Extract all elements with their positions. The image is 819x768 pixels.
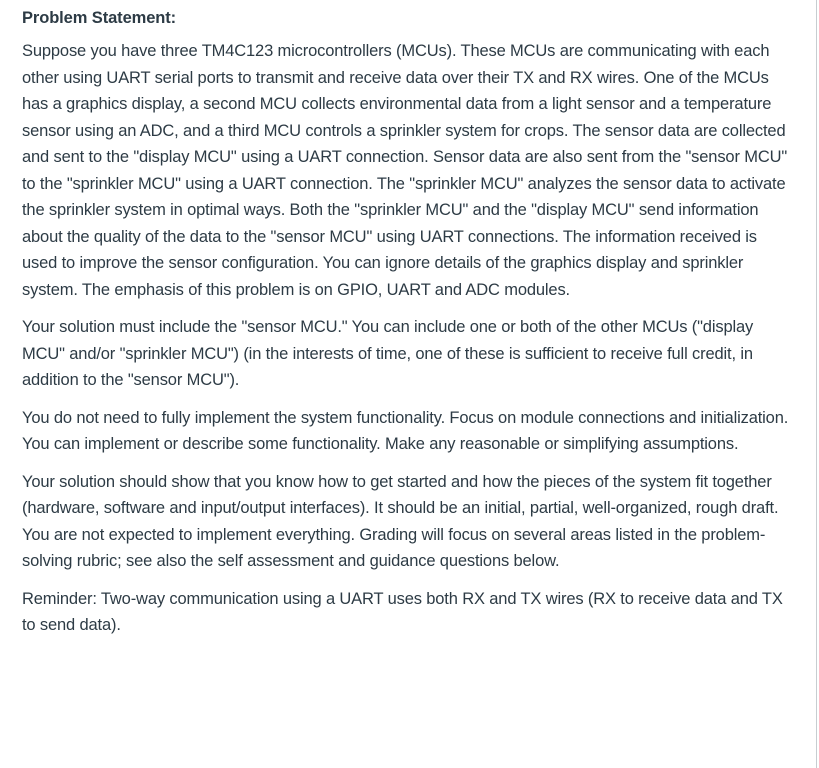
paragraph-solution-requirements: Your solution must include the "sensor MCU." You can include one or both of the other MCUs ("display MCU" and/or "sprinkler MCU") (in the interests of time, one of these is sufficient to receive full credit, in addition to the "sensor MCU").	[22, 318, 754, 389]
paragraph-grading-expectations: Your solution should show that you know how to get started and how the pieces of the system fit together (hardware, software and input/output interfaces). It should be an initial, partial, well-organized, rough draft. You are not expected to implement everything. Grading will focus on several areas listed in the problem-solving rubric; see also the self assessment and guidance questions below.	[22, 472, 779, 570]
paragraph-system-description: Suppose you have three TM4C123 microcontrollers (MCUs). These MCUs are communicating with each other using UART serial ports to transmit and receive data over their TX and RX wires. One of the MCUs has a graphics display, a second MCU collects environmental data from a light sensor and a temperature sensor using an ADC, and a third MCU controls a sprinkler system for crops. The sensor data are collected and sent to the "display MCU" using a UART connection. Sensor data are also sent from the "sensor MCU" to the "sprinkler MCU" using a UART connection. The "sprinkler MCU" analyzes the sensor data to activate the sprinkler system in optimal ways. Both the "sprinkler MCU" and the "display MCU" send information about the quality of the data to the "sensor MCU" using UART connections. The information received is used to improve the sensor configuration. You can ignore details of the graphics display and sprinkler system. The emphasis of this problem is on GPIO, UART and ADC modules.	[22, 42, 788, 299]
paragraph-uart-reminder: Reminder: Two-way communication using a UART uses both RX and TX wires (RX to receive data and TX to send data).	[22, 589, 783, 634]
problem-statement-heading: Problem Statement:	[22, 9, 177, 27]
paragraph-implementation-scope: You do not need to fully implement the system functionality. Focus on module connections and initialization. You can implement or describe some functionality. Make any reasonable or simplifying assumptions.	[22, 408, 789, 453]
